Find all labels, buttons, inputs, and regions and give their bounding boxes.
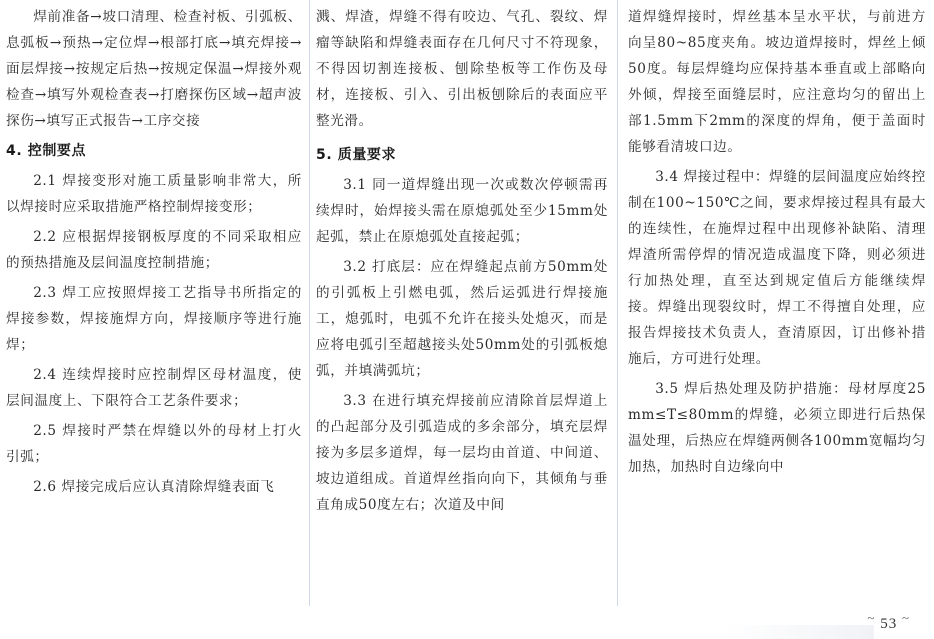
page-corner-shading <box>724 625 874 639</box>
paragraph-3-3-continued: 道焊缝焊接时，焊丝基本呈水平状，与前进方向呈80~85度夹角。坡边道焊接时，焊丝上倾50度。每层焊缝均应保持基本垂直或上部略向外倾，焊接至面缝层时，应注意均匀的留出上部1.5mm下2mm的深度的焊角，便于盖面时能够看清坡口边。 <box>628 9 926 155</box>
paragraph-3-4: 3.4 焊接过程中：焊缝的层间温度应始终控制在100~150℃之间，要求焊接过程具有最大的连续性，在施焊过程中出现修补缺陷、清理焊渣所需停焊的情况造成温度下降，则必须进行加热处理，直至达到规定值后方能继续焊接。焊缝出现裂纹时，焊工不得擅自处理，应报告焊接技术负责人，查清原因，订出修补措施后，方可进行处理。 <box>628 169 926 367</box>
section-heading-quality-requirements: 5. 质量要求 <box>316 147 397 163</box>
column-divider-left <box>309 0 310 606</box>
paragraph-3-3: 3.3 在进行填充焊接前应清除首层焊道上的凸起部分及引弧造成的多余部分，填充层焊接为多层多道焊，每一层均由首道、中间道、坡边道组成。首道焊丝指向向下，其倾角与垂直角成50度左右；次道及中间 <box>316 393 608 513</box>
page-number-tilde-right: ~ <box>901 610 910 625</box>
paragraph-2-5: 2.5 焊接时严禁在焊缝以外的母材上打火引弧； <box>6 423 302 465</box>
column-middle <box>316 4 608 518</box>
process-flow-paragraph: 焊前准备→坡口清理、检查衬板、引弧板、息弧板→预热→定位焊→根部打底→填充焊接→面层焊接→按规定后热→按规定保温→焊接外观检查→填写外观检查表→打磨探伤区域→超声波探伤→填写正式报告→工序交接 <box>6 9 302 129</box>
paragraph-2-2: 2.2 应根据焊接钢板厚度的不同采取相应的预热措施及层间温度控制措施； <box>6 229 302 271</box>
paragraph-2-3: 2.3 焊工应按照焊接工艺指导书所指定的焊接参数，焊接施焊方向，焊接顺序等进行施焊； <box>6 285 302 353</box>
paragraph-3-2: 3.2 打底层：应在焊缝起点前方50mm处的引弧板上引燃电弧，然后运弧进行焊接施工，熄弧时，电弧不允许在接头处熄灭，而是应将电弧引至超越接头处50mm处的引弧板熄弧，并填满弧坑； <box>316 259 608 379</box>
paragraph-3-5: 3.5 焊后热处理及防护措施：母材厚度25mm≤T≤80mm的焊缝，必须立即进行后热保温处理，后热应在焊缝两侧各100mm宽幅均匀加热，加热时自边缘向中 <box>628 381 926 475</box>
column-divider-right <box>617 0 618 606</box>
paragraph-2-6: 2.6 焊接完成后应认真清除焊缝表面飞 <box>33 479 275 495</box>
page-number-value: 53 <box>880 616 898 632</box>
page-number <box>867 610 910 633</box>
column-right <box>628 4 926 480</box>
section-heading-control-points: 4. 控制要点 <box>6 143 87 159</box>
paragraph-2-1: 2.1 焊接变形对施工质量影响非常大，所以焊接时应采取措施严格控制焊接变形； <box>6 173 302 215</box>
paragraph-2-6-continued: 溅、焊渣，焊缝不得有咬边、气孔、裂纹、焊瘤等缺陷和焊缝表面存在几何尺寸不符现象，不得因切割连接板、刨除垫板等工作伤及母材，连接板、引入、引出板刨除后的表面应平整光滑。 <box>316 9 608 129</box>
paragraph-3-1: 3.1 同一道焊缝出现一次或数次停顿需再续焊时，始焊接头需在原熄弧处至少15mm处起弧，禁止在原熄弧处直接起弧； <box>316 177 608 245</box>
page-number-tilde-left: ~ <box>867 610 876 625</box>
paragraph-2-4: 2.4 连续焊接时应控制焊区母材温度，使层间温度上、下限符合工艺条件要求； <box>6 367 302 409</box>
column-left <box>6 4 302 500</box>
